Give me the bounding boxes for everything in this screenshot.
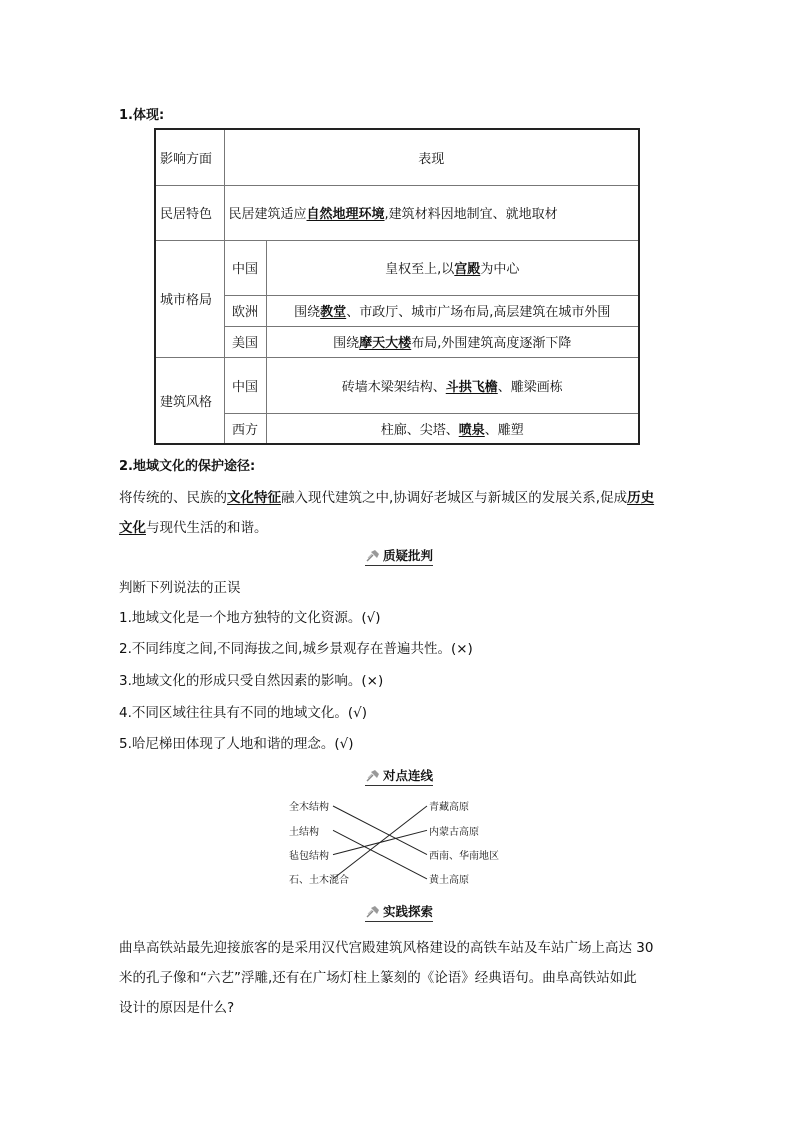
practice-line-1: 曲阜高铁站最先迎接旅客的是采用汉代宫殿建筑风格建设的高铁车站及车站广场上高达 30	[119, 940, 654, 956]
style-west-key: 喷泉	[458, 422, 485, 438]
match-right-4: 黄土高原	[429, 875, 469, 886]
pin-icon	[365, 904, 381, 918]
match-right-2: 内蒙古高原	[429, 827, 479, 838]
city-usa-pre: 围绕	[333, 336, 360, 351]
city-label: 城市格局	[155, 240, 224, 357]
city-europe-key: 教堂	[320, 305, 347, 320]
s2-mid: 融入现代建筑之中,协调好老城区与新城区的发展关系,促成	[281, 490, 628, 506]
style-china-pre: 砖墙木梁架结构、	[341, 379, 446, 395]
match-line-4	[333, 806, 427, 879]
badge-practice-label: 实践探索	[383, 904, 434, 919]
judge-item-1: 1.地域文化是一个地方独特的文化资源。(√)	[119, 610, 381, 626]
city-europe-name: 欧洲	[224, 295, 266, 326]
minju-label: 民居特色	[155, 185, 224, 240]
s2-key-history: 历史	[627, 490, 655, 506]
style-west-pre: 柱廊、尖塔、	[380, 422, 459, 438]
judge-item-2: 2.不同纬度之间,不同海拔之间,城乡景观存在普遍共性。(×)	[119, 641, 473, 657]
city-usa-name: 美国	[224, 326, 266, 357]
badge-practice	[365, 902, 433, 922]
match-line-2	[333, 830, 427, 879]
practice-line-3: 设计的原因是什么?	[119, 1000, 235, 1016]
s2-post: 与现代生活的和谐。	[146, 520, 268, 536]
style-label: 建筑风格	[155, 357, 224, 444]
style-china-key: 斗拱飞檐	[445, 379, 498, 395]
minju-pre: 民居建筑适应	[228, 207, 307, 222]
style-west-name: 西方	[224, 413, 266, 444]
match-right-1: 青藏高原	[429, 802, 469, 813]
match-line-1	[333, 806, 427, 855]
city-europe-post: 、市政厅、城市广场布局,高层建筑在城市外围	[346, 305, 611, 320]
city-china-name: 中国	[224, 240, 266, 295]
practice-line-2: 米的孔子像和“六艺”浮雕,还有在广场灯柱上篆刻的《论语》经典语句。曲阜高铁站如此	[119, 970, 637, 986]
minju-key: 自然地理环境	[306, 207, 385, 222]
match-left-4: 石、土木混合	[289, 875, 349, 886]
s2-key-culture-features: 文化特征	[227, 490, 281, 506]
section-1-title: 1.体现:	[119, 108, 165, 123]
match-right-3: 西南、华南地区	[429, 851, 499, 862]
judge-item-3: 3.地域文化的形成只受自然因素的影响。(×)	[119, 673, 384, 689]
match-left-2: 土结构	[289, 827, 319, 838]
city-usa-key: 摩天大楼	[359, 336, 412, 351]
style-china-name: 中国	[224, 357, 266, 413]
minju-post: ,建筑材料因地制宜、就地取材	[384, 207, 558, 222]
city-europe-pre: 围绕	[294, 305, 321, 320]
city-china-key: 宫殿	[454, 262, 481, 277]
header-expression: 表现	[224, 129, 639, 185]
judge-item-4: 4.不同区域往往具有不同的地域文化。(√)	[119, 705, 368, 721]
city-china-pre: 皇权至上,以	[385, 262, 455, 277]
header-aspect: 影响方面	[155, 129, 224, 185]
badge-critique-label: 质疑批判	[383, 548, 434, 563]
s2-pre: 将传统的、民族的	[119, 490, 227, 506]
city-china-post: 为中心	[480, 262, 520, 277]
badge-match-label: 对点连线	[383, 768, 434, 783]
section-2-title: 2.地域文化的保护途径:	[119, 459, 256, 474]
practice-paragraph	[119, 933, 653, 1023]
s2-key-culture: 文化	[119, 520, 146, 536]
judge-intro: 判断下列说法的正误	[119, 580, 241, 596]
match-left-3: 毡包结构	[289, 851, 329, 862]
match-left-1: 全木结构	[289, 802, 329, 813]
style-west-post: 、雕塑	[484, 422, 524, 438]
judge-item-5: 5.哈尼梯田体现了人地和谐的理念。(√)	[119, 736, 354, 752]
style-china-post: 、雕梁画栋	[497, 379, 563, 395]
city-usa-post: 布局,外围建筑高度逐渐下降	[411, 336, 572, 351]
